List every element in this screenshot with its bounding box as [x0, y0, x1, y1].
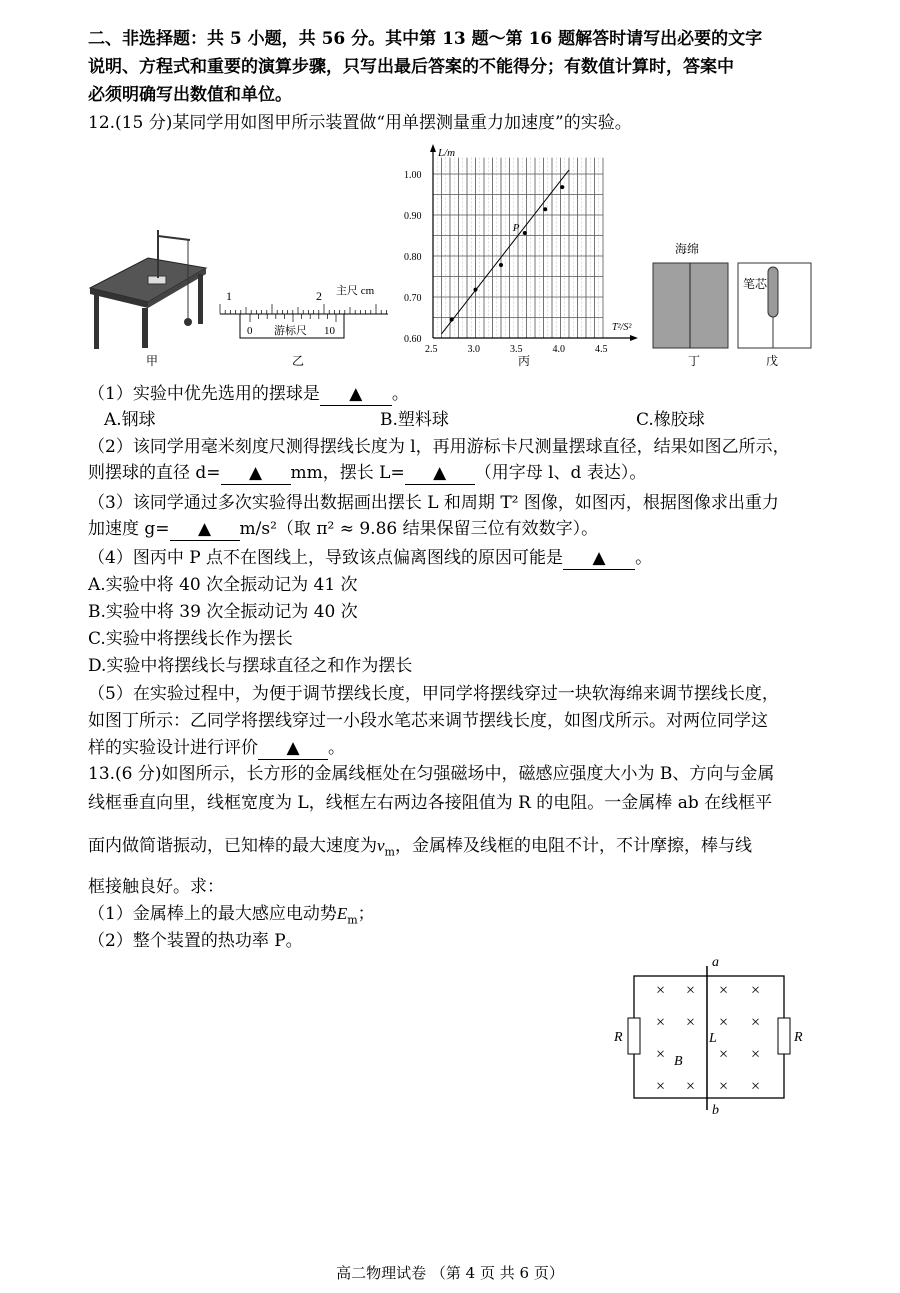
q12-stem: 12.(15 分)某同学用如图甲所示装置做“用单摆测量重力加速度”的实验。 — [88, 113, 632, 133]
label-l: L — [709, 1031, 717, 1046]
y-tick-label: 0.80 — [404, 252, 422, 263]
q13-line4: 框接触良好。求： — [88, 877, 224, 897]
q13-line2: 线框垂直向里，线框宽度为 L，线框左右两边各接阻值为 R 的电阻。一金属棒 ab 在线框平 — [88, 793, 773, 813]
q12-part4-option-c: C.实验中将摆线长作为摆长 — [88, 629, 293, 649]
field-cross: × — [656, 1078, 666, 1095]
option-b: B.塑料球 — [380, 410, 449, 430]
point-p-label: P — [512, 222, 520, 235]
point-p — [523, 231, 527, 235]
x-tick-label: 3.0 — [467, 344, 480, 355]
x-tick-label: 3.5 — [510, 344, 523, 355]
q13-sub1: （1）金属棒上的最大感应电动势$E_m$； — [88, 904, 375, 927]
q12-part3-line2: 加速度 g= ▲ m/s²（取 π² ≈ 9.86 结果保留三位有效数字）。 — [88, 519, 599, 539]
label-a: a — [712, 955, 719, 970]
data-point — [499, 263, 503, 267]
data-point — [474, 288, 478, 292]
field-cross: × — [751, 1046, 761, 1063]
sponge-label: 海绵 — [675, 242, 700, 256]
data-point — [543, 207, 547, 211]
figure-yi-vernier — [216, 282, 396, 342]
q12-part4-option-a: A.实验中将 40 次全振动记为 41 次 — [88, 575, 358, 595]
q12-part4-option-d: D.实验中将摆线长与摆球直径之和作为摆长 — [88, 656, 413, 676]
option-c: C.橡胶球 — [636, 410, 705, 430]
field-cross: × — [719, 1014, 729, 1031]
figure-bing-label: 丙 — [518, 354, 531, 368]
blank-5: ▲ — [563, 547, 635, 570]
field-cross: × — [686, 982, 696, 999]
section-heading-line3: 必须明确写出数值和单位。 — [88, 85, 292, 105]
resistor-left — [628, 1018, 640, 1054]
figure-q13-circuit — [612, 952, 812, 1117]
section-heading-line1: 二、非选择题：共 5 小题，共 56 分。其中第 13 题～第 16 题解答时请写出必要的文字 — [88, 29, 763, 49]
blank-1: ▲ — [320, 383, 392, 406]
q13-line1: 13.(6 分)如图所示，长方形的金属线框处在匀强磁场中，磁感应强度大小为 B、方向与金属 — [88, 764, 775, 784]
figure-ding-sponge — [652, 262, 730, 350]
figure-wu-label: 戊 — [766, 354, 779, 368]
pen-core-label: 笔芯 — [743, 277, 768, 291]
field-cross: × — [719, 1046, 729, 1063]
q13-line3: 面内做简谐振动，已知棒的最大速度为$v_m$，金属棒及线框的电阻不计，不计摩擦，棒与线 — [88, 836, 752, 859]
y-tick-label: 0.70 — [404, 293, 422, 304]
field-cross: × — [686, 1014, 696, 1031]
blank-3: ▲ — [405, 462, 475, 485]
q12-part3-line1: （3）该同学通过多次实验得出数据画出摆长 L 和周期 T² 图像，如图丙，根据图像求出重力 — [88, 493, 779, 513]
q12-part1: （1）实验中优先选用的摆球是 ▲ 。 — [88, 384, 409, 404]
vernier-10: 10 — [324, 325, 335, 337]
blank-6: ▲ — [258, 737, 328, 760]
figure-ding-label: 丁 — [688, 354, 701, 368]
field-cross: × — [656, 982, 666, 999]
graph-ylabel: L/m — [438, 147, 456, 159]
data-point — [560, 185, 564, 189]
graph-xlabel: T²/S² — [612, 322, 632, 333]
vernier-0: 0 — [247, 325, 253, 337]
figure-jia-label: 甲 — [146, 354, 159, 368]
field-cross: × — [719, 982, 729, 999]
field-cross: × — [686, 1078, 696, 1095]
label-b: b — [712, 1103, 719, 1117]
main-scale-1: 1 — [226, 289, 232, 303]
field-cross: × — [751, 982, 761, 999]
y-tick-label: 1.00 — [404, 170, 422, 181]
figure-yi-label: 乙 — [292, 354, 305, 368]
q12-part4-option-b: B.实验中将 39 次全振动记为 40 次 — [88, 602, 358, 622]
figure-bing-graph — [400, 140, 645, 355]
q12-part4: （4）图丙中 P 点不在图线上，导致该点偏离图线的原因可能是 ▲ 。 — [88, 548, 653, 568]
field-cross: × — [656, 1046, 666, 1063]
q12-part5-line2: 如图丁所示：乙同学将摆线穿过一小段水笔芯来调节摆线长度，如图戊所示。对两位同学这 — [88, 711, 768, 731]
label-r-left: R — [614, 1030, 623, 1045]
data-point — [450, 318, 454, 322]
q12-part5-line3: 样的实验设计进行评价 ▲ 。 — [88, 738, 345, 758]
y-tick-label: 0.90 — [404, 211, 422, 222]
field-cross: × — [719, 1078, 729, 1095]
q12-part2-line2: 则摆球的直径 d= ▲ mm，摆长 L= ▲ （用字母 l、d 表达）。 — [88, 463, 647, 483]
q12-part5-line1: （5）在实验过程中，为便于调节摆线长度，甲同学将摆线穿过一块软海绵来调节摆线长度， — [88, 684, 779, 704]
x-tick-label: 4.5 — [595, 344, 608, 355]
blank-4: ▲ — [170, 518, 240, 541]
x-tick-label: 2.5 — [425, 344, 438, 355]
section-heading-line2: 说明、方程式和重要的演算步骤，只写出最后答案的不能得分；有数值计算时，答案中 — [88, 57, 734, 77]
y-tick-label: 0.60 — [404, 334, 422, 345]
label-b-field: B — [674, 1054, 683, 1069]
field-cross: × — [751, 1014, 761, 1031]
option-a: A.钢球 — [104, 410, 156, 430]
label-r-right: R — [794, 1030, 803, 1045]
main-scale-label: 主尺 cm — [336, 285, 375, 297]
x-tick-label: 4.0 — [552, 344, 565, 355]
q12-part2-line1: （2）该同学用毫米刻度尺测得摆线长度为 l，再用游标卡尺测量摆球直径，结果如图乙所示， — [88, 437, 790, 457]
blank-2: ▲ — [221, 462, 291, 485]
resistor-right — [778, 1018, 790, 1054]
figure-jia-table-pendulum — [86, 222, 216, 372]
field-cross: × — [751, 1078, 761, 1095]
vernier-label: 游标尺 — [274, 325, 307, 337]
q13-sub2: （2）整个装置的热功率 P。 — [88, 931, 303, 951]
page-footer: 高二物理试卷 （第 4 页 共 6 页） — [336, 1264, 564, 1282]
main-scale-2: 2 — [316, 289, 322, 303]
field-cross: × — [656, 1014, 666, 1031]
